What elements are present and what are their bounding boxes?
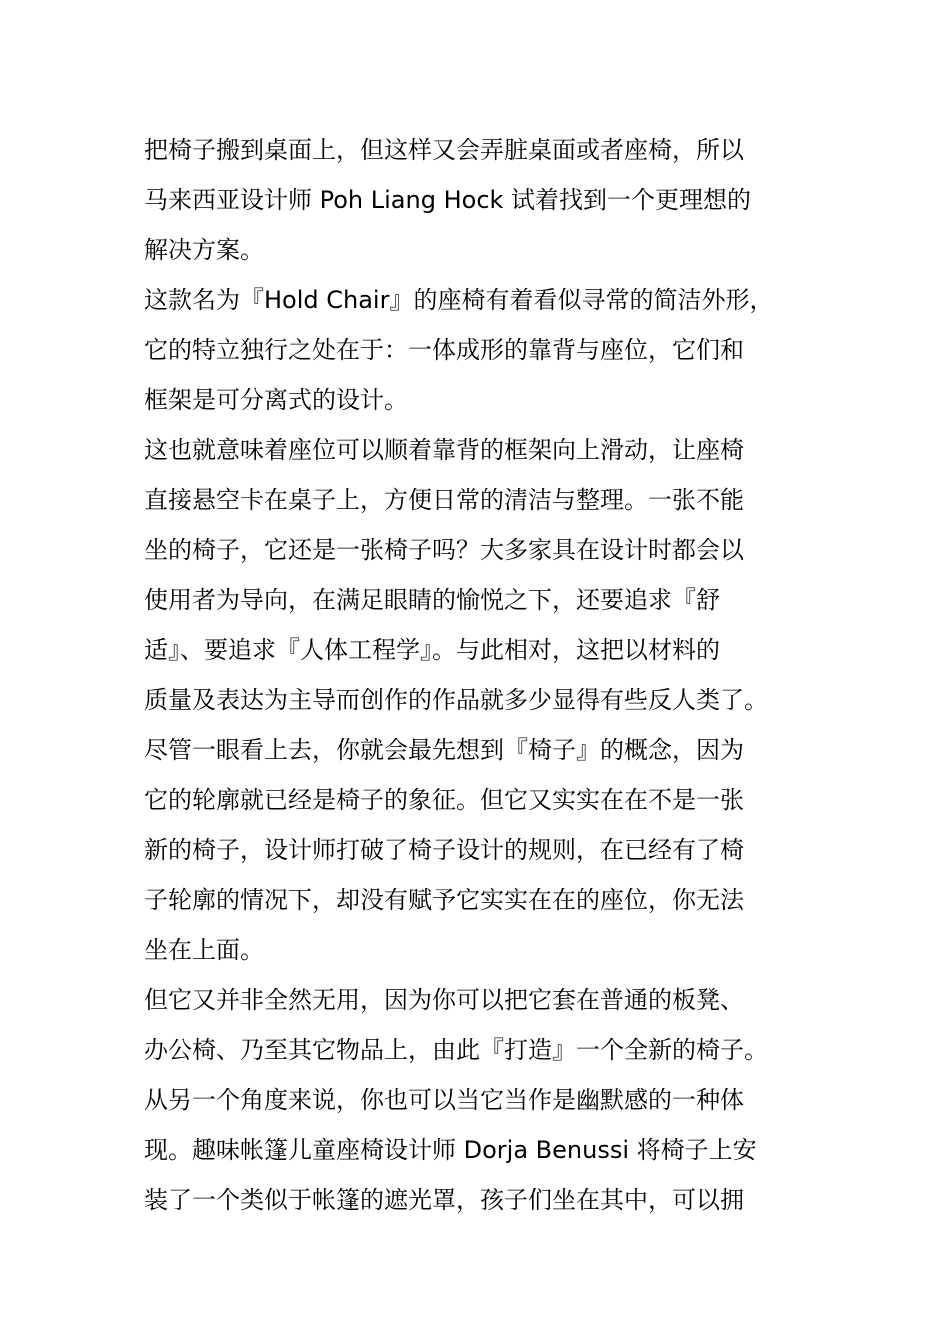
text-line: 办公椅、乃至其它物品上，由此『打造』一个全新的椅子。 (144, 1036, 768, 1064)
body-text (144, 125, 824, 1225)
text-line: 使用者为导向，在满足眼睛的愉悦之下，还要追求『舒 (144, 586, 720, 614)
text-line: 它的特立独行之处在于：一体成形的靠背与座位，它们和 (144, 336, 744, 364)
text-line: 它的轮廓就已经是椅子的象征。但它又实实在在不是一张 (144, 786, 744, 814)
text-line: 装了一个类似于帐篷的遮光罩，孩子们坐在其中，可以拥 (144, 1186, 744, 1214)
text-line: 马来西亚设计师 Poh Liang Hock 试着找到一个更理想的 (144, 186, 752, 214)
text-line: 解决方案。 (144, 236, 264, 264)
text-line: 适』、要追求『人体工程学』。与此相对，这把以材料的 (144, 636, 720, 664)
text-line: 但它又并非全然无用，因为你可以把它套在普通的板凳、 (144, 986, 744, 1014)
text-line: 框架是可分离式的设计。 (144, 386, 408, 414)
text-line: 尽管一眼看上去，你就会最先想到『椅子』的概念，因为 (144, 736, 744, 764)
text-line: 质量及表达为主导而创作的作品就多少显得有些反人类了。 (144, 686, 768, 714)
text-line: 这也就意味着座位可以顺着靠背的框架向上滑动，让座椅 (144, 436, 744, 464)
text-line: 直接悬空卡在桌子上，方便日常的清洁与整理。一张不能 (144, 486, 744, 514)
text-line: 新的椅子，设计师打破了椅子设计的规则，在已经有了椅 (144, 836, 744, 864)
text-line: 子轮廓的情况下，却没有赋予它实实在在的座位，你无法 (144, 886, 744, 914)
text-line: 这款名为『Hold Chair』的座椅有着看似寻常的简洁外形， (144, 286, 774, 314)
text-line: 把椅子搬到桌面上，但这样又会弄脏桌面或者座椅，所以 (144, 136, 744, 164)
text-line: 坐在上面。 (144, 936, 264, 964)
text-line: 现。趣味帐篷儿童座椅设计师 Dorja Benussi 将椅子上安 (144, 1136, 757, 1164)
text-line: 坐的椅子，它还是一张椅子吗？大多家具在设计时都会以 (144, 536, 744, 564)
text-line: 从另一个角度来说，你也可以当它当作是幽默感的一种体 (144, 1086, 744, 1114)
